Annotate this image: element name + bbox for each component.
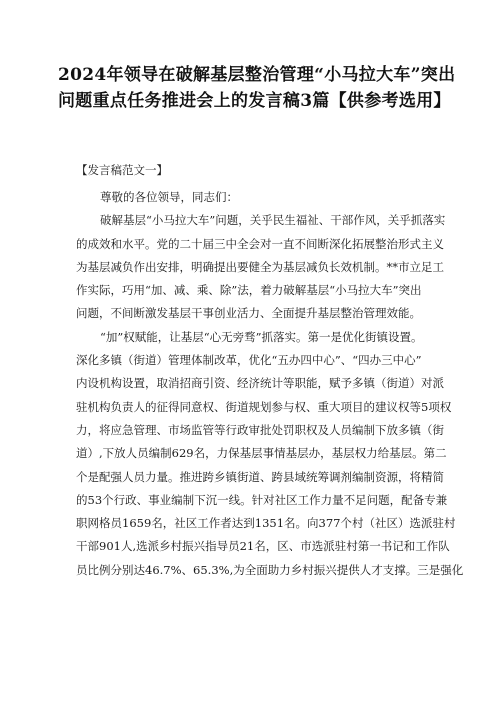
body-line: 职网格员1659名，社区工作者达到1351名。向377个村（社区）选派驻村 xyxy=(76,516,456,531)
body-line: 作实际，巧用“加、减、乘、除”法，着力破解基层“小马拉大车”突出 xyxy=(76,283,422,298)
body-line: 问题，不间断激发基层干事创业活力、全面提升基层整治管理效能。 xyxy=(76,306,421,321)
body-line: 员比例分别达46.7%、65.3%,为全面助力乡村振兴提供人才支撑。三是强化 xyxy=(76,562,464,577)
body-line: 为基层减负作出安排，明确提出要健全为基层减负长效机制。**市立足工 xyxy=(76,259,444,274)
body-line: 尊敬的各位领导，同志们： xyxy=(100,190,238,204)
body-line: 内设机构设置，取消招商引资、经济统计等职能，赋予多镇（街道）对派 xyxy=(76,376,444,391)
body-line: 深化多镇（街道）管理体制改革，优化“五办四中心”、“四办三中心” xyxy=(76,353,422,368)
section-label: 【发言稿范文一】 xyxy=(76,163,168,177)
body-line: 的成效和水平。党的二十届三中全会对一直不间断深化拓展整治形式主义 xyxy=(76,236,444,251)
body-line: 个是配强人员力量。推进跨乡镇街道、跨县域统筹调剂编制资源，将精简 xyxy=(76,469,444,484)
title-line-1: 2024年领导在破解基层整治管理“小马拉大车”突出 xyxy=(58,65,456,85)
document-title xyxy=(58,62,456,114)
body-line: “加”权赋能，让基层“心无旁骛”抓落实。第一是优化街镇设置。 xyxy=(100,329,423,344)
body-line: 的53个行政、事业编制下沉一线。针对社区工作力量不足问题，配备专兼 xyxy=(76,492,448,507)
body-line: 道）,下放人员编制629名，力保基层事情基层办，基层权力给基层。第二 xyxy=(76,446,447,461)
title-line-2: 问题重点任务推进会上的发言稿3篇【供参考选用】 xyxy=(58,91,451,111)
document-body xyxy=(76,186,464,582)
body-line: 破解基层“小马拉大车”问题，关乎民生福祉、干部作风，关乎抓落实 xyxy=(100,213,446,228)
body-line: 驻机构负责人的征得同意权、街道规划参与权、重大项目的建议权等5项权 xyxy=(76,399,452,414)
body-line: 干部901人,选派乡村振兴指导员21名，区、市选派驻村第一书记和工作队 xyxy=(76,539,450,554)
body-line: 力，将应急管理、市场监管等行政审批处罚职权及人员编制下放多镇（街 xyxy=(76,422,444,437)
